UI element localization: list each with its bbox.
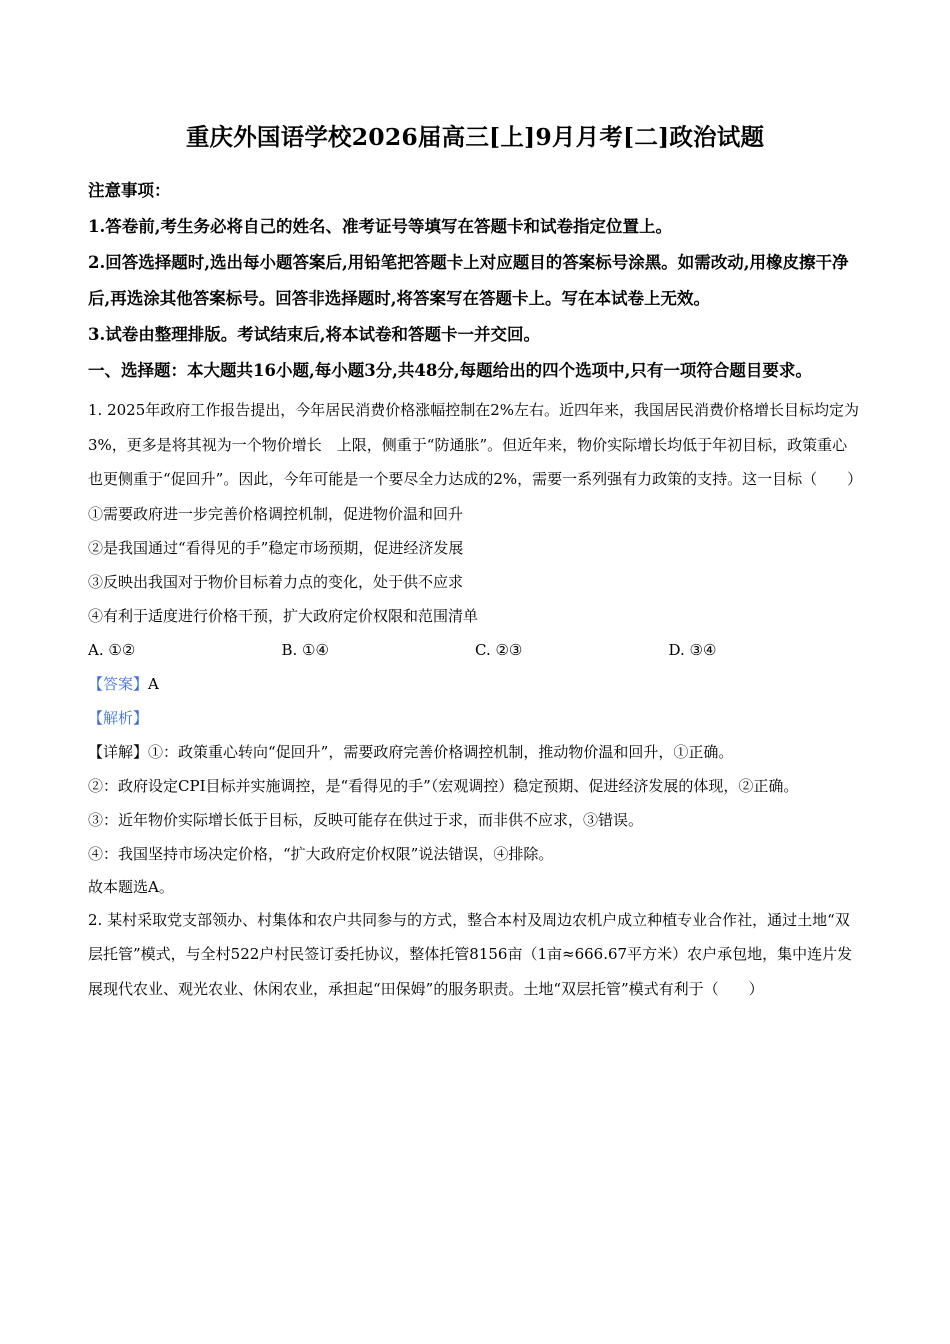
q1-option-b: B. ①④ [281,640,329,659]
detail-1-text: ①：政策重心转向“促回升”，需要政府完善价格调控机制，推动物价温和回升，①正确。 [148,742,734,761]
section-heading: 一、选择题：本大题共16小题,每小题3分,共48分,每题给出的四个选项中,只有一项符合题目要求。 [88,361,812,380]
q1-statement-2: ②是我国通过“看得见的手”稳定市场预期，促进经济发展 [88,538,464,557]
q1-option-d: D. ③④ [668,640,717,659]
q1-option-a: A. ①② [88,640,136,659]
q1-option-c: C. ②③ [475,640,523,659]
analysis-label: 【解析】 [88,708,149,727]
q1-conclusion: 故本题选A。 [88,877,174,896]
note-3: 3.试卷由整理排版。考试结束后,将本试卷和答题卡一并交回。 [88,325,540,344]
page-title: 重庆外国语学校2026届高三[上]9月月考[二]政治试题 [185,123,765,151]
notes-heading: 注意事项： [88,181,171,200]
note-1: 1.答卷前,考生务必将自己的姓名、准考证号等填写在答题卡和试卷指定位置上。 [88,217,672,236]
q1-statement-4: ④有利于适度进行价格干预，扩大政府定价权限和范围清单 [88,606,479,625]
document-page [88,118,862,1006]
q1-analysis [88,701,862,735]
q1-detail-2: ②：政府设定CPI目标并实施调控，是“看得见的手”（宏观调控）稳定预期、促进经济发展的体现，②正确。 [88,776,799,795]
q1-answer [88,667,862,701]
q1-statement-1: ①需要政府进一步完善价格调控机制，促进物价温和回升 [88,504,464,523]
q1-statement-3: ③反映出我国对于物价目标着力点的变化，处于供不应求 [88,572,464,591]
q1-detail-1 [88,735,862,769]
detail-label: 【详解】 [88,742,149,761]
q1-detail-4: ④：我国坚持市场决定价格，“扩大政府定价权限”说法错误，④排除。 [88,844,554,863]
question-1-stem: 1. 2025年政府工作报告提出，今年居民消费价格涨幅控制在2%左右。近四年来，我国居民消费价格增长目标均定为3%，更多是将其视为一个物价增长 上限，侧重于“防通胀”。但近年来，物价实际增长均低于年初目标，政策重心也更侧重于“促回升”。因此，今年可能是一个要尽全力达成的2%，需要一系列强有力政策的支持。这一目标（ ） [88,401,863,488]
q1-options [88,633,862,667]
answer-label: 【答案】 [88,674,149,693]
answer-value: A [148,674,159,693]
note-2: 2.回答选择题时,选出每小题答案后,用铅笔把答题卡上对应题目的答案标号涂黑。如需改动,用橡皮擦干净后,再选涂其他答案标号。回答非选择题时,将答案写在答题卡上。写在本试卷上无效。 [88,253,849,308]
question-2-stem: 2. 某村采取党支部领办、村集体和农户共同参与的方式，整合本村及周边农机户成立种植专业合作社，通过土地“双层托管”模式，与全村522户村民签订委托协议，整体托管8156亩（1亩≈666.67平方米）农户承包地，集中连片发展现代农业、观光农业、休闲农业，承担起“田保姆”的服务职责。土地“双层托管”模式有利于（ ） [88,910,853,998]
q1-detail-3: ③：近年物价实际增长低于目标，反映可能存在供过于求，而非供不应求，③错误。 [88,810,644,829]
